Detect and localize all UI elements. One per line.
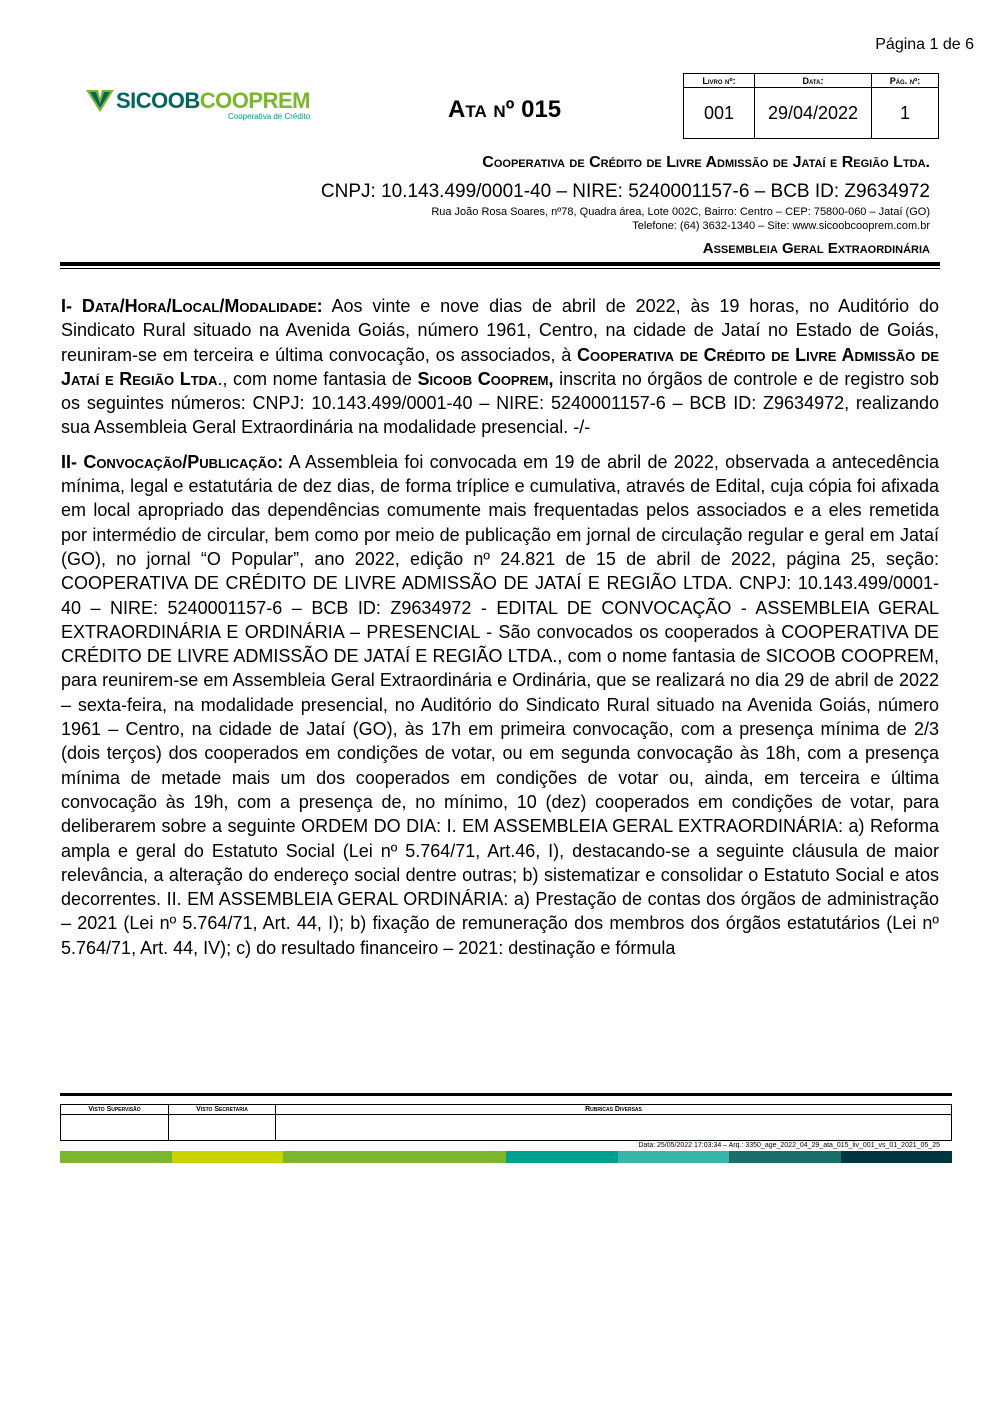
address-line: Rua João Rosa Soares, nº78, Quadra área, Lote 002C, Bairro: Centro – CEP: 75800-060 – Jataí (GO) — [431, 206, 930, 218]
livro-label: Livro nº: — [684, 74, 755, 88]
rubricas-field — [276, 1115, 952, 1141]
section-1-heading: I- Data/Hora/Local/Modalidade: — [61, 296, 323, 316]
section-2-text: A Assembleia foi convocada em 19 de abril de 2022, observada a antecedência mínima, legal e estatutária de dez dias, de forma tríplice e cumulativa, através de Edital, cuja cópia foi afixada em local apropriado das dependências comumente mais frequentadas pelos associados e a eles remetida por intermédio de circular, bem como por meio de publicação em jornal de circulação regular e geral em Jataí (GO), no jornal “O Popular”, ano 2022, edição nº 24.821 de 15 de abril de 2022, página 25, seção: COOPERATIVA DE CRÉDITO DE LIVRE ADMISSÃO DE JATAÍ E REGIÃO LTDA. CNPJ: 10.143.499/0001-40 – NIRE: 5240001157-6 – BCB ID: Z9634972 - EDITAL DE CONVOCAÇÃO - ASSEMBLEIA GERAL EXTRAORDINÁRIA E ORDINÁRIA – PRESENCIAL - São convocados os cooperados à COOPERATIVA DE CRÉDITO DE LIVRE ADMISSÃO DE JATAÍ E REGIÃO LTDA., com o nome fantasia de SICOOB COOPREM, para reunirem-se em Assembleia Geral Extraordinária e Ordinária, que se realizará no dia 29 de abril de 2022 – sexta-feira, na modalidade presencial, no Auditório do Sindicato Rural situado na Avenida Goiás, número 1961 – Centro, na cidade de Jataí (GO), às 17h em primeira convocação, com a presença mínima de 2/3 (dois terços) dos cooperados em condições de votar, ou em segunda convocação às 18h, com a presença mínima de metade mais um dos cooperados em condições de votar ou, ainda, em terceira e última convocação às 19h, com a presença de, no mínimo, 10 (dez) cooperados em condições de votar, para deliberarem sobre a seguinte ORDEM DO DIA: I. EM ASSEMBLEIA GERAL EXTRAORDINÁRIA: a) Reforma ampla e geral do Estatuto Social (Lei nº 5.764/71, Art.46, I), destacando-se a seguinte cláusula de maior relevância, a alteração do endereço social dentre outras; b) sistematizar e consolidar o Estatuto Social e atos decorrentes. II. EM ASSEMBLEIA GERAL ORDINÁRIA: a) Prestação de contas dos órgãos de administração – 2021 (Lei nº 5.764/71, Art. 44, I); b) fixação de remuneração dos membros dos órgãos estatutários (Lei nº 5.764/71, Art. 44, IV); c) do resultado financeiro – 2021: destinação e fórmula — [61, 451, 939, 958]
color-bar-segment — [60, 1151, 172, 1163]
visto-secretaria-field — [169, 1115, 276, 1141]
document-meta-table — [683, 73, 939, 139]
section-1-text-c: inscrita no órgãos de controle e de registro sob os seguintes números: CNPJ: 10.143.499/0001-40 – NIRE: 5240001157-6 – BCB ID: Z9634972, realizando sua Assembleia Geral Extraordinária na modalidade presencial. -/- — [61, 368, 939, 438]
section-2-heading: II- Convocação/Publicação: — [61, 451, 284, 472]
document-title: Ata nº 015 — [448, 96, 562, 123]
data-value: 29/04/2022 — [755, 88, 872, 139]
color-bar-segment — [841, 1151, 953, 1163]
rubricas-label: Rubricas Diversas — [276, 1105, 952, 1115]
assembly-type: Assembleia Geral Extraordinária — [702, 240, 930, 257]
data-label: Data: — [755, 74, 872, 88]
file-date-line: Data: 25/05/2022 17:03:34 – Arq.: 3350_age_2022_04_29_ata_015_liv_001_vs_01_2021_05_25 — [638, 1142, 940, 1149]
color-bar-segment — [283, 1151, 395, 1163]
sicoob-logo-icon — [86, 90, 114, 112]
color-bar-segment — [172, 1151, 284, 1163]
cooperative-name: Cooperativa de Crédito de Livre Admissão de Jataí e Região Ltda. — [482, 154, 930, 171]
section-1-text-b: ., com nome fantasia de — [217, 368, 418, 389]
section-1-text-a: Aos vinte e nove dias de abril de 2022, às 19 horas, no Auditório do Sindicato Rural situado na Avenida Goiás, número 1961, Centro, na cidade de Jataí no Estado de Goiás, reuniram-se em terceira e última convocação, os associados, à — [61, 296, 940, 365]
phone-line: Telefone: (64) 3632-1340 – Site: www.sicoobcooprem.com.br — [632, 220, 930, 232]
logo-sicoob: SICOOB — [116, 88, 200, 113]
section-1 — [61, 294, 939, 440]
color-bar-segment — [618, 1151, 730, 1163]
pag-value: 1 — [872, 88, 939, 139]
visto-secretaria-label: Visto Secretaria — [169, 1105, 276, 1115]
header-divider-thin — [60, 268, 940, 269]
logo-subtitle: Cooperativa de Crédito — [228, 112, 311, 121]
livro-value: 001 — [684, 88, 755, 139]
color-bar-segment — [395, 1151, 507, 1163]
section-2 — [61, 450, 939, 960]
cnpj-line: CNPJ: 10.143.499/0001-40 – NIRE: 5240001157-6 – BCB ID: Z9634972 — [320, 181, 930, 202]
visto-supervisao-field — [61, 1115, 169, 1141]
logo-wordmark — [116, 88, 310, 114]
page-indicator: Página 1 de 6 — [875, 36, 974, 53]
sicoob-cooprem-logo — [86, 88, 316, 128]
header-divider — [60, 262, 940, 266]
pag-label: Pág. nº: — [872, 74, 939, 88]
color-bar-segment — [729, 1151, 841, 1163]
visto-supervisao-label: Visto Supervisão — [61, 1105, 169, 1115]
footer-divider — [60, 1093, 952, 1096]
fantasy-name: Sicoob Cooprem, — [417, 368, 554, 389]
brand-color-bar — [60, 1151, 952, 1163]
signature-table — [60, 1104, 952, 1141]
cooperative-name-inline: Cooperativa de Crédito de Livre Admissão de Jataí e Região Ltda — [61, 344, 940, 389]
document-body — [61, 294, 939, 970]
logo-cooprem: COOPREM — [199, 88, 310, 113]
color-bar-segment — [506, 1151, 618, 1163]
